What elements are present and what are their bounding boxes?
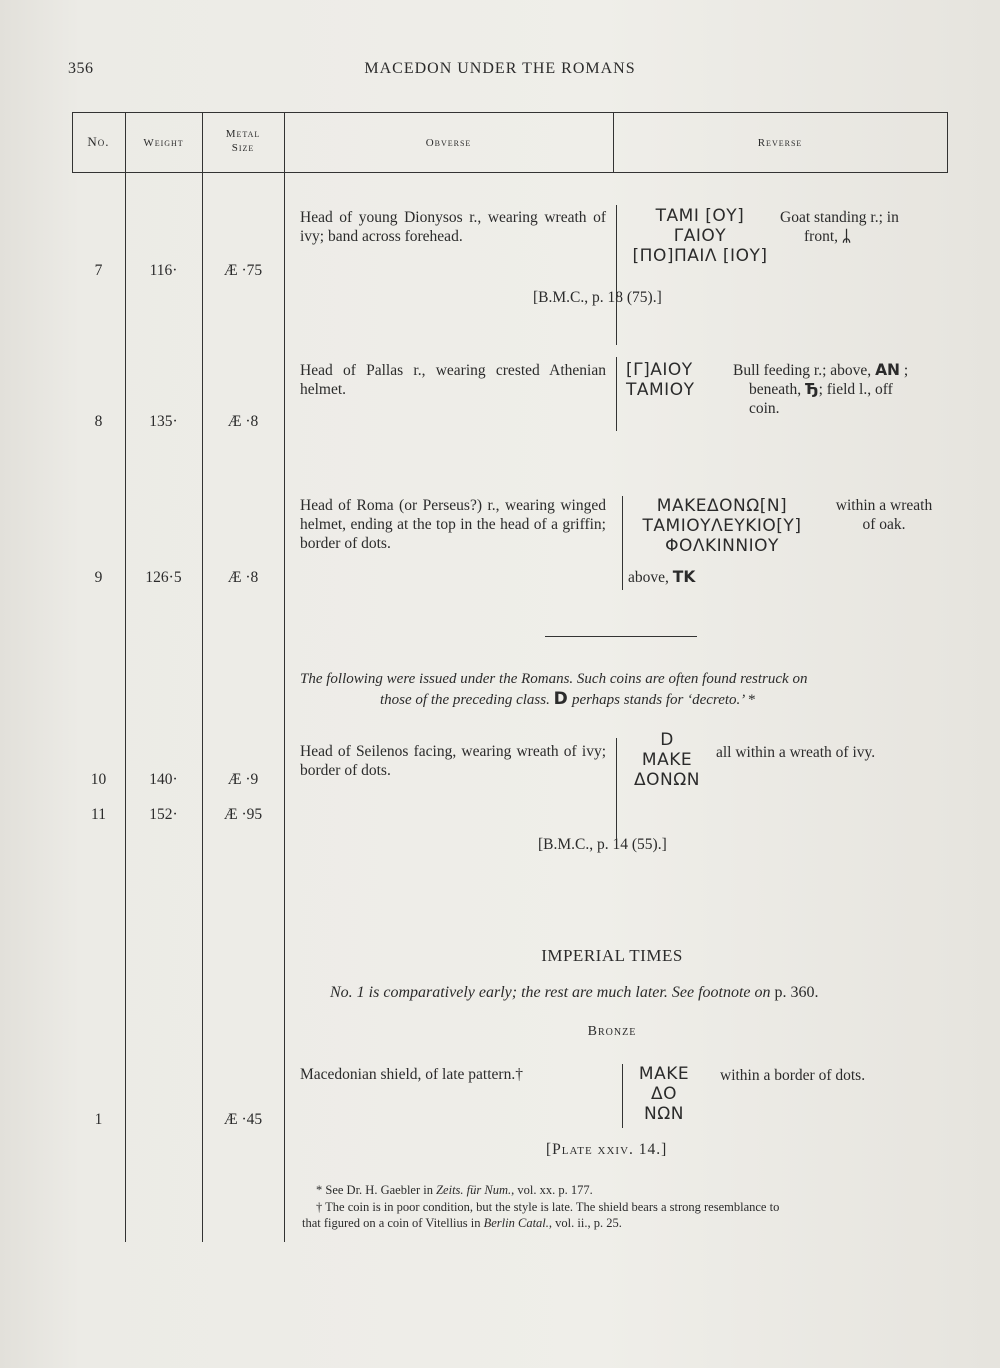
entry-imperial-1-reverse-desc: within a border of dots. [720, 1067, 866, 1084]
page-title: MACEDON UNDER THE ROMANS [364, 60, 636, 77]
monogram-symbol: ΑΝ [875, 361, 901, 379]
entry-7-metal-size: Æ ·75 [223, 262, 263, 279]
footnote-2: † The coin is in poor condition, but the style is late. The shield bears a strong resemblance to that figured on a coin of Vitellius in Berlin Catal., vol. ii., p. 25. [302, 1200, 780, 1230]
entry-9-reverse-above: above, ΤΚ [628, 568, 696, 586]
table-header-rule [72, 172, 948, 173]
entry-7-obverse: Head of young Dionysos r., wearing wreath of ivy; band across forehead. [300, 209, 606, 245]
entry-imperial-1-metal-size: Æ ·45 [223, 1111, 263, 1128]
entry-7-no: 7 [94, 262, 103, 279]
footnote-1: * See Dr. H. Gaebler in Zeits. für Num., vol. xx. p. 177. [316, 1183, 593, 1197]
entry-imperial-1-reference: [Plate xxiv. 14.] [546, 1141, 668, 1158]
entry-imperial-1-no: 1 [94, 1111, 103, 1128]
entry-8-no: 8 [94, 413, 103, 430]
entry-9-obverse: Head of Roma (or Perseus?) r., wearing winged helmet, ending at the top in the head of a griffin; border of dots. [300, 497, 606, 552]
col-header-weight: Weight [143, 137, 184, 149]
entry-9-reverse-legend: ΜΑΚΕΔΟΝΩ[Ν] ΤΑΜΙΟΥΛΕΥΚΙΟ[Υ] ΦΟΛΚΙΝΝΙΟΥ [642, 496, 802, 556]
entry-10-no: 10 [90, 771, 107, 788]
entry-8-reverse-legend: [Γ]ΑΙΟΥ ΤΑΜΙΟΥ [626, 360, 695, 400]
entry-7-weight: 116· [149, 262, 178, 279]
entry-8-obverse: Head of Pallas r., wearing crested Athenian helmet. [300, 362, 606, 398]
entry-imperial-1-reverse-rule [622, 1064, 623, 1128]
entry-7-reference: [B.M.C., p. 18 (75).] [533, 289, 662, 306]
entry-10-weight: 140· [149, 771, 178, 788]
col-header-reverse: Reverse [757, 137, 803, 149]
entry-9-metal-size: Æ ·8 [227, 569, 259, 586]
entry-imperial-1-obverse: Macedonian shield, of late pattern.† [300, 1066, 523, 1083]
entry-10-metal-size: Æ ·9 [227, 771, 259, 788]
section-divider [545, 636, 697, 637]
entry-10-11-reverse-legend: D ΜΑΚΕ ΔΟΝΩΝ [634, 730, 700, 790]
entry-8-reverse-desc: Bull feeding r.; above, ΑΝ ; beneath, Ђ; field l., off coin. [733, 361, 909, 417]
imperial-heading: IMPERIAL TIMES [541, 946, 683, 965]
col-header-no: No. [87, 134, 110, 149]
col-header-metal-size: Metal Size [225, 128, 261, 154]
entry-9-reverse-desc: within a wreath of oak. [835, 497, 933, 533]
entry-11-metal-size: Æ ·95 [223, 806, 263, 823]
col-rule-weight [202, 112, 203, 1242]
entry-10-11-reverse-rule [616, 738, 617, 848]
entry-7-reverse-rule [616, 205, 617, 345]
entry-9-no: 9 [94, 569, 103, 586]
table-top-rule [72, 112, 948, 113]
entry-11-weight: 152· [149, 806, 178, 823]
running-header [0, 60, 1000, 84]
entry-11-no: 11 [91, 806, 106, 823]
entry-8-reverse-rule [616, 357, 617, 431]
entry-10-11-reference: [B.M.C., p. 14 (55).] [538, 836, 667, 853]
monogram-symbol: ᛦ [841, 227, 852, 245]
note-romans: The following were issued under the Romans. Such coins are often found restruck on those of the preceding class. D perhaps stands for ‘decreto.’ * [300, 671, 808, 709]
col-rule-no [125, 112, 126, 1242]
entry-imperial-1-reverse-legend: ΜΑΚΕ ΔΟ ΝΩΝ [638, 1064, 690, 1124]
entry-7-reverse-legend: ΤΑΜΙ [ΟΥ] ΓΑΙΟΥ [ΠΟ]ΠΑΙΛ [ΙΟΥ] [632, 206, 768, 266]
monogram-symbol: ΤΚ [672, 568, 696, 586]
entry-7-reverse-desc: Goat standing r.; in front, ᛦ [780, 209, 899, 245]
entry-8-metal-size: Æ ·8 [227, 413, 259, 430]
entry-8-weight: 135· [149, 413, 178, 430]
table-right-rule [947, 112, 948, 173]
page-number: 356 [68, 60, 94, 77]
col-header-obverse: Obverse [425, 137, 472, 149]
imperial-note: No. 1 is comparatively early; the rest are much later. See footnote on p. 360. [330, 984, 819, 1001]
entry-9-weight: 126·5 [145, 569, 182, 586]
entry-10-11-reverse-desc: all within a wreath of ivy. [716, 744, 876, 761]
entry-10-11-obverse: Head of Seilenos facing, wearing wreath of ivy; border of dots. [300, 743, 606, 779]
col-rule-metal [284, 112, 285, 1242]
monogram-symbol: Ђ [804, 380, 819, 398]
imperial-subheading: Bronze [587, 1024, 637, 1039]
